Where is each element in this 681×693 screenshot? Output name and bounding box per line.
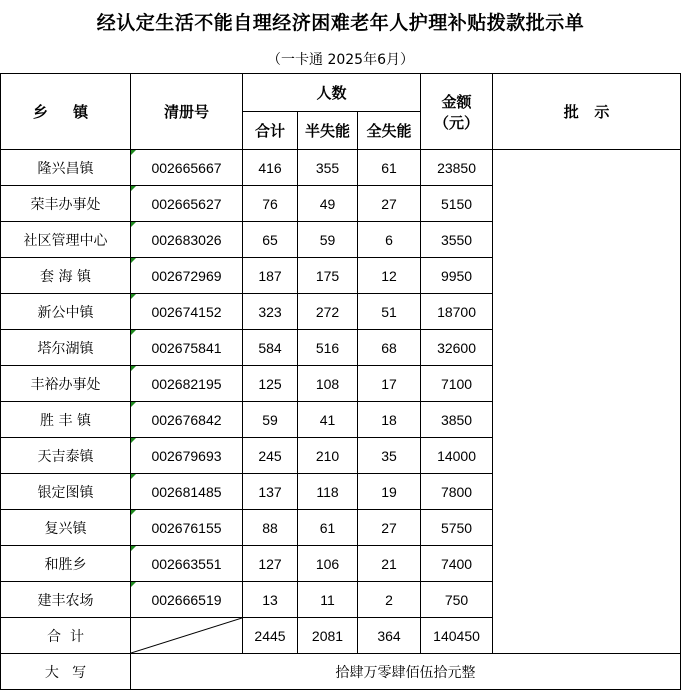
full-cell-text: 12 bbox=[381, 267, 397, 284]
account-cell bbox=[131, 222, 243, 258]
account-cell-text: 002674152 bbox=[151, 303, 222, 320]
township-cell bbox=[1, 438, 131, 474]
total-cell-text: 323 bbox=[258, 303, 282, 320]
full-cell bbox=[358, 186, 421, 222]
township-cell-text: 塔尔湖镇 bbox=[37, 340, 94, 357]
total-cell-text: 88 bbox=[262, 519, 278, 536]
account-cell-text: 002676842 bbox=[151, 411, 222, 428]
account-cell-text: 002665627 bbox=[151, 195, 222, 212]
cell-marker-icon bbox=[131, 402, 136, 407]
amount-cell-text: 9950 bbox=[440, 267, 473, 284]
amount-cell-text: 23850 bbox=[437, 159, 476, 176]
amount-cell-text: 5750 bbox=[440, 519, 473, 536]
amount-cell bbox=[421, 222, 493, 258]
half-cell bbox=[298, 546, 358, 582]
full-cell-text: 6 bbox=[385, 231, 393, 248]
full-cell-text: 18 bbox=[381, 411, 397, 428]
capital-value: 拾肆万零肆佰伍拾元整 bbox=[131, 654, 681, 690]
total-cell bbox=[243, 582, 298, 618]
cell-marker-icon bbox=[131, 366, 136, 371]
full-cell-text: 17 bbox=[381, 375, 397, 392]
township-cell-text: 复兴镇 bbox=[44, 520, 87, 537]
half-cell bbox=[298, 222, 358, 258]
half-cell-text: 49 bbox=[319, 195, 336, 212]
cell-marker-icon bbox=[131, 330, 136, 335]
total-cell-text: 245 bbox=[258, 447, 282, 464]
amount-cell bbox=[421, 438, 493, 474]
amount-cell-text: 7100 bbox=[440, 375, 473, 392]
cell-marker-icon bbox=[131, 510, 136, 515]
full-cell bbox=[358, 366, 421, 402]
total-cell bbox=[243, 438, 298, 474]
township-cell-text: 荣丰办事处 bbox=[30, 196, 101, 213]
half-cell bbox=[298, 294, 358, 330]
township-cell-text: 建丰农场 bbox=[37, 592, 94, 609]
cell-marker-icon bbox=[131, 150, 136, 155]
document-title: 经认定生活不能自理经济困难老年人护理补贴拨款批示单 bbox=[96, 12, 585, 34]
total-cell bbox=[243, 294, 298, 330]
total-cell bbox=[243, 150, 298, 186]
cell-marker-icon bbox=[131, 438, 136, 443]
half-cell-text: 355 bbox=[315, 159, 340, 176]
header-amount-line1: 金额 bbox=[441, 92, 472, 111]
amount-cell bbox=[421, 582, 493, 618]
township-cell bbox=[1, 582, 131, 618]
amount-cell-text: 7400 bbox=[440, 555, 473, 572]
full-cell bbox=[358, 222, 421, 258]
cell-marker-icon bbox=[131, 582, 136, 587]
account-cell bbox=[131, 294, 243, 330]
township-cell bbox=[1, 258, 131, 294]
amount-cell bbox=[421, 150, 493, 186]
account-cell bbox=[131, 186, 243, 222]
township-cell bbox=[1, 150, 131, 186]
full-cell bbox=[358, 150, 421, 186]
full-cell bbox=[358, 402, 421, 438]
township-cell bbox=[1, 222, 131, 258]
half-cell bbox=[298, 150, 358, 186]
total-cell-text: 416 bbox=[258, 159, 282, 176]
full-cell-text: 27 bbox=[381, 519, 397, 536]
table-row bbox=[1, 150, 681, 186]
account-cell-text: 002663551 bbox=[151, 555, 222, 572]
full-cell-text: 35 bbox=[381, 447, 397, 464]
capital-row bbox=[1, 654, 681, 690]
half-cell bbox=[298, 582, 358, 618]
account-cell bbox=[131, 474, 243, 510]
full-cell bbox=[358, 582, 421, 618]
account-cell bbox=[131, 546, 243, 582]
half-cell bbox=[298, 510, 358, 546]
half-cell-text: 106 bbox=[315, 555, 340, 572]
account-cell bbox=[131, 582, 243, 618]
account-cell-text: 002679693 bbox=[151, 447, 222, 464]
amount-cell bbox=[421, 474, 493, 510]
half-cell-text: 118 bbox=[316, 483, 339, 500]
half-cell bbox=[298, 186, 358, 222]
cell-marker-icon bbox=[131, 294, 136, 299]
cell-marker-icon bbox=[131, 222, 136, 227]
account-cell-text: 002675841 bbox=[151, 339, 222, 356]
total-cell bbox=[243, 258, 298, 294]
header-half: 半失能 bbox=[298, 112, 358, 150]
summary-diagonal-cell bbox=[131, 618, 243, 654]
account-cell bbox=[131, 150, 243, 186]
half-cell-text: 61 bbox=[319, 519, 336, 536]
cell-marker-icon bbox=[131, 546, 136, 551]
amount-cell-text: 750 bbox=[444, 591, 469, 608]
total-cell-text: 59 bbox=[262, 411, 278, 428]
township-cell bbox=[1, 510, 131, 546]
total-cell bbox=[243, 474, 298, 510]
amount-cell-text: 7800 bbox=[440, 483, 473, 500]
amount-cell bbox=[421, 258, 493, 294]
summary-label-text: 合 计 bbox=[47, 628, 84, 645]
summary-total-cell: 2445 bbox=[243, 618, 298, 654]
total-cell bbox=[243, 186, 298, 222]
account-cell-text: 002676155 bbox=[151, 519, 222, 536]
total-cell-text: 137 bbox=[258, 483, 282, 500]
township-cell-text: 新公中镇 bbox=[37, 304, 94, 321]
full-cell bbox=[358, 474, 421, 510]
total-cell-text: 125 bbox=[258, 375, 282, 392]
total-cell bbox=[243, 402, 298, 438]
total-cell bbox=[243, 366, 298, 402]
account-cell bbox=[131, 510, 243, 546]
full-cell-text: 2 bbox=[385, 591, 393, 608]
township-cell-text: 和胜乡 bbox=[44, 556, 87, 573]
amount-cell bbox=[421, 510, 493, 546]
summary-half-cell: 2081 bbox=[298, 618, 358, 654]
cell-marker-icon bbox=[131, 474, 136, 479]
full-cell-text: 51 bbox=[381, 303, 397, 320]
amount-cell-text: 3850 bbox=[440, 411, 473, 428]
amount-cell-text: 5150 bbox=[440, 195, 473, 212]
account-cell bbox=[131, 366, 243, 402]
header-full: 全失能 bbox=[358, 112, 421, 150]
document-subtitle: （一卡通 2025年6月） bbox=[267, 52, 414, 68]
account-cell bbox=[131, 330, 243, 366]
summary-amount-cell: 140450 bbox=[421, 618, 493, 654]
account-cell bbox=[131, 402, 243, 438]
half-cell-text: 41 bbox=[319, 411, 336, 428]
header-people: 人数 bbox=[243, 74, 421, 112]
account-cell bbox=[131, 258, 243, 294]
full-cell-text: 68 bbox=[381, 339, 397, 356]
amount-cell bbox=[421, 294, 493, 330]
total-cell-text: 187 bbox=[258, 267, 282, 284]
half-cell bbox=[298, 366, 358, 402]
header-account: 清册号 bbox=[131, 74, 243, 150]
amount-cell bbox=[421, 546, 493, 582]
full-cell bbox=[358, 546, 421, 582]
township-cell-text: 天吉泰镇 bbox=[37, 448, 94, 465]
diagonal-line-icon bbox=[131, 618, 242, 653]
cell-marker-icon bbox=[131, 186, 136, 191]
township-cell bbox=[1, 330, 131, 366]
total-cell bbox=[243, 330, 298, 366]
full-cell bbox=[358, 438, 421, 474]
approval-cell bbox=[493, 150, 681, 654]
total-cell-text: 584 bbox=[258, 339, 282, 356]
summary-label bbox=[1, 618, 131, 654]
amount-cell bbox=[421, 330, 493, 366]
amount-cell-text: 14000 bbox=[437, 447, 476, 464]
township-cell-text: 丰裕办事处 bbox=[30, 376, 101, 393]
township-cell-text: 银定图镇 bbox=[37, 484, 94, 501]
total-cell-text: 127 bbox=[258, 555, 282, 572]
total-cell bbox=[243, 546, 298, 582]
full-cell bbox=[358, 510, 421, 546]
half-cell bbox=[298, 402, 358, 438]
header-township: 乡 镇 bbox=[1, 74, 131, 150]
full-cell-text: 21 bbox=[381, 555, 397, 572]
account-cell-text: 002682195 bbox=[151, 375, 222, 392]
half-cell-text: 175 bbox=[315, 267, 340, 284]
township-cell bbox=[1, 294, 131, 330]
half-cell-text: 108 bbox=[315, 375, 340, 392]
account-cell-text: 002666519 bbox=[151, 591, 222, 608]
full-cell-text: 27 bbox=[381, 195, 397, 212]
amount-cell bbox=[421, 402, 493, 438]
township-cell bbox=[1, 366, 131, 402]
half-cell-text: 272 bbox=[315, 303, 340, 320]
account-cell-text: 002683026 bbox=[151, 231, 222, 248]
header-amount bbox=[421, 74, 493, 150]
half-cell-text: 210 bbox=[315, 447, 340, 464]
township-cell-text: 胜 丰 镇 bbox=[40, 412, 91, 429]
township-cell-text: 套 海 镇 bbox=[40, 268, 91, 285]
township-cell bbox=[1, 402, 131, 438]
full-cell bbox=[358, 294, 421, 330]
cell-marker-icon bbox=[131, 258, 136, 263]
total-cell-text: 76 bbox=[262, 195, 278, 212]
full-cell-text: 61 bbox=[381, 159, 397, 176]
summary-full-cell: 364 bbox=[358, 618, 421, 654]
half-cell bbox=[298, 258, 358, 294]
half-cell bbox=[298, 438, 358, 474]
township-cell-text: 社区管理中心 bbox=[23, 232, 108, 249]
full-cell bbox=[358, 258, 421, 294]
amount-cell bbox=[421, 366, 493, 402]
half-cell bbox=[298, 474, 358, 510]
total-cell-text: 65 bbox=[262, 231, 278, 248]
account-cell-text: 002672969 bbox=[151, 267, 222, 284]
amount-cell-text: 18700 bbox=[437, 303, 476, 320]
header-total: 合计 bbox=[243, 112, 298, 150]
township-cell bbox=[1, 186, 131, 222]
total-cell bbox=[243, 510, 298, 546]
amount-cell-text: 32600 bbox=[437, 339, 476, 356]
header-row-top bbox=[1, 74, 681, 112]
total-cell-text: 13 bbox=[262, 591, 278, 608]
half-cell bbox=[298, 330, 358, 366]
account-cell-text: 002681485 bbox=[151, 483, 222, 500]
account-cell bbox=[131, 438, 243, 474]
total-cell bbox=[243, 222, 298, 258]
header-approval: 批 示 bbox=[493, 74, 681, 150]
header-amount-line2: （元） bbox=[434, 113, 480, 132]
township-cell bbox=[1, 474, 131, 510]
full-cell bbox=[358, 330, 421, 366]
amount-cell bbox=[421, 186, 493, 222]
capital-label: 大 写 bbox=[1, 654, 131, 690]
account-cell-text: 002665667 bbox=[151, 159, 222, 176]
township-cell-text: 隆兴昌镇 bbox=[37, 160, 94, 177]
township-cell bbox=[1, 546, 131, 582]
half-cell-text: 59 bbox=[319, 231, 336, 248]
half-cell-text: 516 bbox=[315, 339, 340, 356]
amount-cell-text: 3550 bbox=[440, 231, 473, 248]
subsidy-table bbox=[0, 73, 681, 690]
half-cell-text: 11 bbox=[320, 591, 335, 608]
full-cell-text: 19 bbox=[381, 483, 397, 500]
